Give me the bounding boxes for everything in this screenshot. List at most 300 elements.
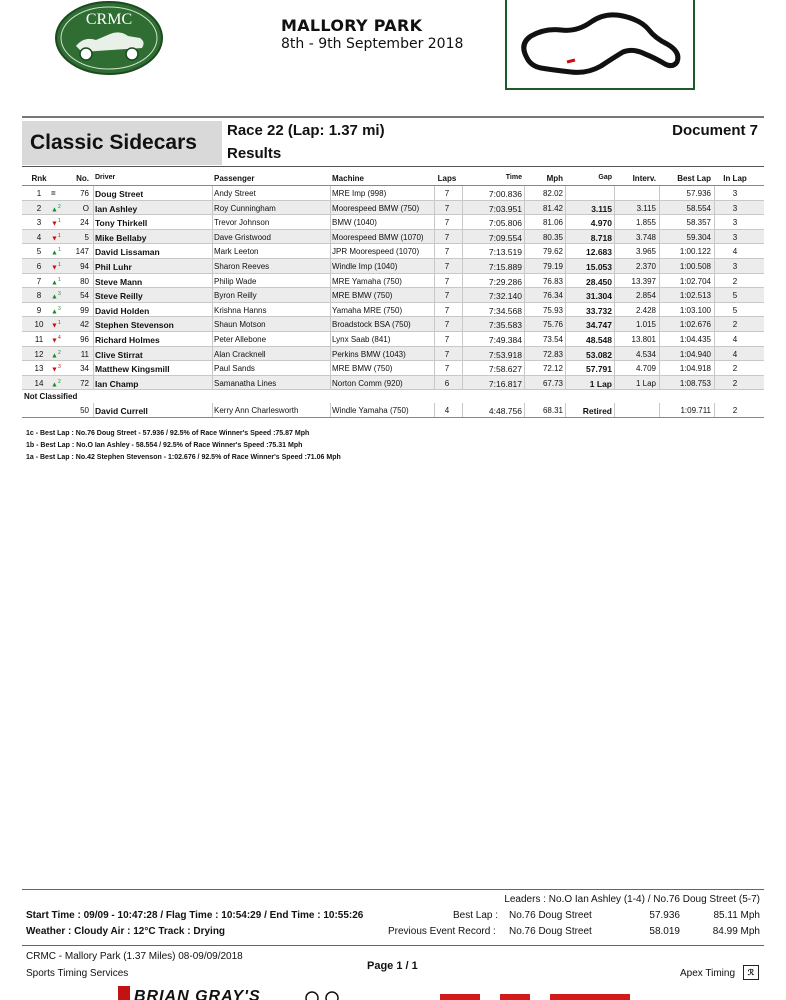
position-change-count: 3: [57, 291, 61, 298]
position-change-count: 2: [57, 378, 61, 385]
passenger-cell: Philip Wade: [214, 276, 257, 286]
column-divider: [330, 244, 331, 258]
gap-cell: 28.450: [586, 276, 612, 287]
column-divider: [659, 303, 660, 317]
rank-cell: 3: [36, 218, 42, 228]
rank-cell: 10: [34, 320, 44, 330]
table-row: [22, 347, 764, 362]
mph-cell: 82.02: [542, 189, 563, 198]
sponsor-banner: [0, 986, 786, 1000]
column-divider: [330, 186, 331, 200]
best-lap-cell: 58.357: [686, 218, 711, 228]
column-divider: [212, 347, 213, 361]
category-box: [22, 121, 222, 165]
best-lap-mph: 85.11 Mph: [713, 910, 760, 921]
column-divider: [434, 288, 435, 302]
interval-cell: 3.965: [635, 247, 656, 257]
gap-cell: Retired: [582, 406, 612, 417]
column-divider: [714, 361, 715, 375]
column-divider: [212, 201, 213, 215]
machine-cell: Windle Imp (1040): [332, 261, 398, 271]
in-lap-cell: 2: [732, 320, 738, 330]
table-row: [22, 288, 764, 303]
best-lap-cell: 1:02.704: [679, 276, 711, 286]
column-divider: [565, 201, 566, 215]
driver-cell: Doug Street: [95, 189, 144, 199]
driver-cell: David Holden: [95, 305, 150, 316]
col-machine: Machine: [332, 174, 365, 183]
column-divider: [714, 403, 715, 417]
best-lap-cell: 1:04.435: [679, 334, 711, 344]
column-divider: [714, 244, 715, 258]
rank-cell: 1: [36, 189, 42, 198]
passenger-cell: Byron Reilly: [214, 291, 257, 301]
circuit-info: CRMC - Mallory Park (1.37 Miles) 08-09/09/2018: [26, 951, 243, 962]
in-lap-cell: 3: [732, 232, 738, 242]
machine-cell: Yamaha MRE (750): [332, 305, 403, 315]
column-divider: [714, 288, 715, 302]
column-divider: [659, 201, 660, 215]
position-down-icon: ▼$^1$: [51, 320, 61, 330]
column-divider: [659, 274, 660, 288]
sponsor-name: BRIAN GRAY'S: [134, 988, 261, 1000]
column-divider: [93, 403, 94, 417]
column-divider: [330, 288, 331, 302]
prev-record-time: 58.019: [649, 926, 680, 937]
number-cell: 24: [80, 218, 89, 228]
column-divider: [714, 317, 715, 331]
driver-cell: Ian Champ: [95, 378, 139, 389]
column-divider: [462, 259, 463, 273]
interval-cell: 4.709: [635, 364, 656, 374]
in-lap-cell: 2: [732, 378, 738, 388]
time-cell: 7:32.140: [488, 291, 522, 302]
position-change-count: 3: [57, 305, 61, 312]
interval-cell: 2.854: [635, 291, 656, 301]
in-lap-cell: 4: [732, 247, 738, 257]
passenger-cell: Trevor Johnson: [214, 218, 270, 228]
column-divider: [659, 376, 660, 390]
best-lap-cell: 1:09.711: [680, 406, 711, 416]
column-divider: [330, 259, 331, 273]
column-divider: [93, 201, 94, 215]
column-divider: [714, 274, 715, 288]
column-divider: [434, 332, 435, 346]
laps-cell: 7: [444, 218, 450, 228]
table-row: [22, 376, 764, 391]
column-divider: [614, 317, 615, 331]
interval-cell: 1 Lap: [635, 378, 656, 388]
table-row: [22, 403, 764, 418]
in-lap-cell: 2: [732, 406, 738, 416]
column-divider: [614, 274, 615, 288]
passenger-cell: Mark Leeton: [214, 247, 259, 257]
footer-rule-2: [22, 945, 764, 946]
table-row: [22, 361, 764, 376]
gap-cell: 1 Lap: [589, 378, 612, 389]
table-body: [22, 186, 764, 390]
column-divider: [714, 230, 715, 244]
number-cell: 94: [80, 261, 89, 271]
column-divider: [614, 186, 615, 200]
column-divider: [330, 347, 331, 361]
position-change-count: 1: [57, 232, 61, 239]
column-divider: [462, 215, 463, 229]
driver-cell: Tony Thirkell: [95, 218, 148, 229]
page-number: Page 1 / 1: [367, 960, 418, 972]
column-divider: [330, 317, 331, 331]
table-row: [22, 186, 764, 201]
column-divider: [212, 317, 213, 331]
laps-cell: 7: [444, 189, 450, 198]
driver-cell: Phil Luhr: [95, 261, 132, 272]
best-lap-cell: 1:00.122: [679, 247, 711, 257]
results-table: [22, 168, 764, 418]
machine-cell: Windle Yamaha (750): [332, 406, 409, 416]
table-row: [22, 274, 764, 289]
document-number: Document 7: [672, 122, 758, 139]
column-divider: [462, 186, 463, 200]
position-up-icon: ▲$^1$: [51, 276, 61, 287]
column-divider: [330, 201, 331, 215]
column-divider: [565, 259, 566, 273]
column-divider: [462, 244, 463, 258]
logo-text: CRMC: [85, 11, 133, 28]
laps-cell: 7: [444, 349, 450, 359]
laps-cell: 7: [444, 247, 450, 257]
column-divider: [524, 403, 525, 417]
in-lap-cell: 4: [732, 349, 738, 359]
column-divider: [524, 303, 525, 317]
column-divider: [659, 361, 660, 375]
weather-info: Weather : Cloudy Air : 12°C Track : Drying: [26, 926, 226, 937]
best-lap-cell: 1:08.753: [679, 378, 711, 388]
column-divider: [565, 332, 566, 346]
column-divider: [93, 259, 94, 273]
table-row: [22, 259, 764, 274]
in-lap-cell: 3: [732, 261, 738, 271]
column-divider: [659, 259, 660, 273]
machine-cell: JPR Moorespeed (1070): [332, 247, 420, 257]
best-lap-cell: 1:04.918: [679, 364, 711, 374]
rank-cell: 11: [34, 334, 44, 344]
gap-cell: 8.718: [590, 232, 612, 243]
column-divider: [462, 288, 463, 302]
time-cell: 7:13.519: [488, 247, 522, 258]
number-cell: 96: [80, 334, 89, 344]
race-category: Classic Sidecars: [30, 131, 197, 154]
column-divider: [565, 361, 566, 375]
mph-cell: 72.12: [542, 364, 563, 374]
driver-cell: David Currell: [95, 406, 148, 417]
column-divider: [212, 215, 213, 229]
column-divider: [524, 376, 525, 390]
column-divider: [212, 230, 213, 244]
number-cell: 54: [80, 291, 89, 301]
position-change-count: 4: [57, 334, 61, 341]
mph-cell: 72.83: [542, 349, 563, 359]
time-cell: 7:15.889: [488, 261, 522, 272]
column-divider: [434, 259, 435, 273]
position-same-icon: =: [51, 189, 56, 198]
column-divider: [524, 361, 525, 375]
machine-cell: MRE BMW (750): [332, 364, 393, 374]
table-top-rule: [22, 166, 764, 167]
rank-cell: 6: [36, 261, 42, 271]
position-change-count: 2: [57, 349, 61, 356]
in-lap-cell: 4: [732, 334, 738, 344]
best-lap-time: 57.936: [649, 910, 680, 921]
position-up-icon: ▲$^2$: [51, 378, 61, 389]
position-up-icon: ▲$^3$: [51, 305, 61, 316]
number-cell: 11: [80, 349, 89, 359]
race-title: Race 22 (Lap: 1.37 mi): [227, 122, 385, 139]
mph-cell: 79.19: [542, 261, 563, 271]
column-divider: [212, 332, 213, 346]
prev-record-mph: 84.99 Mph: [712, 926, 760, 937]
position-change-count: 3: [57, 364, 61, 371]
best-lap-notes: [26, 428, 341, 464]
leaders-text: Leaders : No.O Ian Ashley (1-4) / No.76 Doug Street (5-7): [504, 894, 760, 905]
column-divider: [614, 376, 615, 390]
rank-cell: 14: [34, 378, 44, 388]
machine-cell: Lynx Saab (841): [332, 334, 391, 344]
not-classified-label: Not Classified: [24, 392, 78, 402]
position-down-icon: ▼$^1$: [51, 218, 61, 228]
gap-cell: 33.732: [586, 305, 612, 316]
gap-cell: 34.747: [586, 320, 612, 331]
race-subtitle: Results: [227, 145, 282, 162]
passenger-cell: Shaun Motson: [214, 320, 266, 330]
interval-cell: 2.370: [635, 261, 656, 271]
rank-cell: 4: [36, 232, 42, 242]
position-up-icon: ▲$^3$: [51, 291, 61, 301]
column-divider: [330, 230, 331, 244]
machine-cell: MRE Imp (998): [332, 189, 387, 198]
footer-rule: [22, 889, 764, 890]
col-best-lap: Best Lap: [677, 174, 711, 183]
passenger-cell: Sharon Reeves: [214, 261, 270, 271]
column-divider: [524, 332, 525, 346]
column-divider: [462, 361, 463, 375]
col-gap: Gap: [598, 174, 612, 181]
driver-cell: Mike Bellaby: [95, 232, 147, 243]
position-change-count: 1: [57, 261, 61, 268]
laps-cell: 7: [444, 320, 450, 330]
interval-cell: 13.801: [631, 334, 656, 344]
prev-record-label: Previous Event Record :: [388, 926, 496, 937]
rank-cell: 8: [36, 291, 42, 301]
rank-cell: 7: [36, 276, 42, 286]
timing-provider: Sports Timing Services: [26, 968, 129, 979]
number-cell: 99: [80, 305, 89, 315]
time-cell: 7:53.918: [488, 349, 522, 360]
number-cell: 42: [80, 320, 89, 330]
column-divider: [93, 303, 94, 317]
position-down-icon: ▼$^4$: [51, 334, 61, 345]
laps-cell: 6: [444, 378, 450, 388]
column-divider: [330, 303, 331, 317]
column-divider: [714, 376, 715, 390]
number-cell: 34: [80, 364, 89, 374]
number-cell: O: [82, 203, 89, 213]
column-divider: [565, 186, 566, 200]
column-divider: [524, 259, 525, 273]
driver-cell: Richard Holmes: [95, 334, 160, 345]
interval-cell: 13.397: [631, 276, 656, 286]
column-divider: [93, 244, 94, 258]
time-cell: 7:29.286: [488, 276, 522, 287]
col-mph: Mph: [546, 174, 563, 183]
col-rnk: Rnk: [31, 174, 47, 183]
column-divider: [434, 244, 435, 258]
track-map-icon: [507, 0, 693, 88]
gap-cell: 57.791: [586, 364, 612, 375]
interval-cell: 3.748: [635, 232, 656, 242]
number-cell: 80: [80, 276, 89, 286]
column-divider: [714, 259, 715, 273]
machine-cell: Perkins BMW (1043): [332, 349, 406, 359]
column-divider: [212, 361, 213, 375]
page-header: [0, 0, 786, 115]
column-divider: [565, 215, 566, 229]
table-row: [22, 332, 764, 347]
laps-cell: 7: [444, 232, 450, 242]
laps-cell: 7: [444, 334, 450, 344]
number-cell: 5: [84, 232, 89, 242]
passenger-cell: Andy Street: [214, 189, 256, 198]
column-divider: [714, 215, 715, 229]
driver-cell: Clive Stirrat: [95, 349, 143, 360]
rank-cell: 12: [34, 349, 44, 359]
time-cell: 7:09.554: [488, 232, 522, 243]
number-cell: 76: [80, 189, 89, 198]
mph-cell: 68.31: [542, 406, 563, 416]
col-laps: Laps: [437, 174, 457, 183]
interval-cell: 1.015: [635, 320, 656, 330]
apex-logo-icon: ℛ: [743, 965, 759, 980]
sponsor-logo-red: [440, 988, 640, 1000]
driver-cell: Steve Reilly: [95, 291, 143, 302]
rank-cell: 13: [34, 364, 44, 374]
number-cell: 147: [75, 247, 89, 257]
column-divider: [93, 347, 94, 361]
column-divider: [462, 317, 463, 331]
column-divider: [434, 201, 435, 215]
column-divider: [614, 361, 615, 375]
column-divider: [614, 201, 615, 215]
column-divider: [462, 347, 463, 361]
mph-cell: 80.35: [542, 232, 563, 242]
in-lap-cell: 5: [732, 305, 738, 315]
column-divider: [434, 186, 435, 200]
column-divider: [565, 288, 566, 302]
position-down-icon: ▼$^1$: [51, 232, 61, 243]
table-row: [22, 201, 764, 216]
column-divider: [462, 332, 463, 346]
sponsor-badge-icon: [118, 986, 130, 1000]
col-driver: Driver: [95, 174, 116, 181]
mph-cell: 75.93: [542, 305, 563, 315]
table-header: [22, 168, 764, 186]
mph-cell: 75.76: [542, 320, 563, 330]
column-divider: [714, 186, 715, 200]
time-cell: 7:34.568: [488, 305, 522, 316]
col-passenger: Passenger: [214, 174, 255, 183]
column-divider: [524, 244, 525, 258]
best-lap-cell: 1:02.513: [679, 291, 711, 301]
column-divider: [524, 186, 525, 200]
column-divider: [93, 376, 94, 390]
col-interv: Interv.: [632, 174, 656, 183]
column-divider: [524, 230, 525, 244]
column-divider: [462, 376, 463, 390]
column-divider: [614, 403, 615, 417]
column-divider: [330, 274, 331, 288]
interval-cell: 2.428: [635, 305, 656, 315]
driver-cell: Steve Mann: [95, 276, 143, 287]
mph-cell: 76.34: [542, 291, 563, 301]
column-divider: [714, 332, 715, 346]
race-header: [22, 118, 764, 166]
best-lap-cell: 57.936: [686, 189, 711, 198]
column-divider: [524, 201, 525, 215]
column-divider: [524, 288, 525, 302]
laps-cell: 7: [444, 203, 450, 213]
column-divider: [93, 332, 94, 346]
column-divider: [659, 230, 660, 244]
column-divider: [434, 347, 435, 361]
column-divider: [330, 332, 331, 346]
time-cell: 7:35.583: [488, 320, 522, 331]
column-divider: [614, 347, 615, 361]
passenger-cell: Alan Cracknell: [214, 349, 266, 359]
column-divider: [614, 259, 615, 273]
column-divider: [565, 347, 566, 361]
laps-cell: 7: [444, 291, 450, 301]
column-divider: [93, 215, 94, 229]
column-divider: [330, 361, 331, 375]
table-row: [22, 303, 764, 318]
interval-cell: 1.855: [635, 218, 656, 228]
position-down-icon: ▼$^3$: [51, 364, 61, 374]
column-divider: [434, 361, 435, 375]
machine-cell: Broadstock BSA (750): [332, 320, 411, 330]
in-lap-cell: 2: [732, 276, 738, 286]
column-divider: [462, 303, 463, 317]
column-divider: [434, 274, 435, 288]
in-lap-cell: 3: [732, 203, 738, 213]
race-times: Start Time : 09/09 - 10:47:28 / Flag Time : 10:54:29 / End Time : 10:55:26: [26, 910, 364, 921]
mph-cell: 81.06: [542, 218, 563, 228]
best-lap-cell: 59.304: [686, 232, 711, 242]
driver-cell: Stephen Stevenson: [95, 320, 174, 331]
position-up-icon: ▲$^1$: [51, 247, 61, 258]
table-row: [22, 244, 764, 259]
column-divider: [714, 201, 715, 215]
table-row: [22, 317, 764, 332]
best-lap-cell: 1:04.940: [679, 349, 711, 359]
column-divider: [93, 230, 94, 244]
mph-cell: 79.62: [542, 247, 563, 257]
time-cell: 7:49.384: [488, 334, 522, 345]
mph-cell: 81.42: [542, 203, 563, 213]
column-divider: [434, 303, 435, 317]
table-row: [22, 230, 764, 245]
time-cell: 7:05.806: [488, 218, 522, 229]
position-down-icon: ▼$^1$: [51, 261, 61, 272]
event-title: MALLORY PARK: [281, 16, 423, 35]
